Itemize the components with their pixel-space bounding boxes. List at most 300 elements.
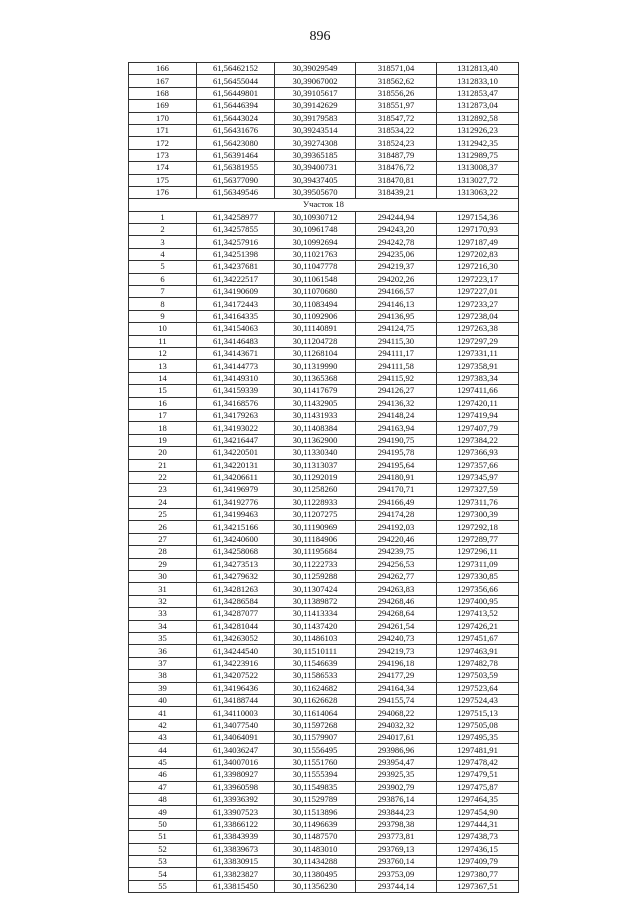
y-coordinate-cell: 1297233,27 bbox=[437, 298, 519, 310]
point-number-cell: 50 bbox=[129, 818, 197, 830]
y-coordinate-cell: 1312989,75 bbox=[437, 149, 519, 161]
x-coordinate-cell: 293744,14 bbox=[356, 880, 437, 892]
longitude-cell: 30,11437420 bbox=[275, 620, 356, 632]
point-number-cell: 47 bbox=[129, 781, 197, 793]
y-coordinate-cell: 1297311,76 bbox=[437, 496, 519, 508]
point-number-cell: 42 bbox=[129, 719, 197, 731]
latitude-cell: 61,34196436 bbox=[197, 682, 275, 694]
longitude-cell: 30,11021763 bbox=[275, 248, 356, 260]
x-coordinate-cell: 294190,75 bbox=[356, 434, 437, 446]
longitude-cell: 30,11579907 bbox=[275, 732, 356, 744]
y-coordinate-cell: 1297357,66 bbox=[437, 459, 519, 471]
point-number-cell: 14 bbox=[129, 372, 197, 384]
table-body-previous-section bbox=[129, 63, 519, 199]
table-row bbox=[129, 546, 519, 558]
x-coordinate-cell: 294164,34 bbox=[356, 682, 437, 694]
table-row bbox=[129, 273, 519, 285]
latitude-cell: 61,34222517 bbox=[197, 273, 275, 285]
latitude-cell: 61,34199463 bbox=[197, 509, 275, 521]
page-number: 896 bbox=[309, 29, 331, 44]
table-row bbox=[129, 162, 519, 174]
latitude-cell: 61,33823827 bbox=[197, 868, 275, 880]
longitude-cell: 30,10992694 bbox=[275, 236, 356, 248]
table-row bbox=[129, 186, 519, 198]
latitude-cell: 61,34144773 bbox=[197, 360, 275, 372]
table-row bbox=[129, 360, 519, 372]
longitude-cell: 30,39505670 bbox=[275, 186, 356, 198]
table-row bbox=[129, 732, 519, 744]
table-row bbox=[129, 756, 519, 768]
latitude-cell: 61,56377090 bbox=[197, 174, 275, 186]
x-coordinate-cell: 294202,26 bbox=[356, 273, 437, 285]
y-coordinate-cell: 1297400,95 bbox=[437, 595, 519, 607]
x-coordinate-cell: 294196,18 bbox=[356, 657, 437, 669]
y-coordinate-cell: 1297407,79 bbox=[437, 422, 519, 434]
x-coordinate-cell: 294155,74 bbox=[356, 694, 437, 706]
point-number-cell: 52 bbox=[129, 843, 197, 855]
longitude-cell: 30,10961748 bbox=[275, 224, 356, 236]
x-coordinate-cell: 318470,81 bbox=[356, 174, 437, 186]
point-number-cell: 48 bbox=[129, 794, 197, 806]
longitude-cell: 30,11061548 bbox=[275, 273, 356, 285]
longitude-cell: 30,11551760 bbox=[275, 756, 356, 768]
longitude-cell: 30,11483010 bbox=[275, 843, 356, 855]
table-row bbox=[129, 447, 519, 459]
point-number-cell: 172 bbox=[129, 137, 197, 149]
x-coordinate-cell: 294068,22 bbox=[356, 707, 437, 719]
longitude-cell: 30,11434288 bbox=[275, 856, 356, 868]
latitude-cell: 61,34286584 bbox=[197, 595, 275, 607]
point-number-cell: 166 bbox=[129, 63, 197, 75]
y-coordinate-cell: 1297413,52 bbox=[437, 608, 519, 620]
point-number-cell: 18 bbox=[129, 422, 197, 434]
latitude-cell: 61,56462152 bbox=[197, 63, 275, 75]
point-number-cell: 8 bbox=[129, 298, 197, 310]
table-row bbox=[129, 583, 519, 595]
longitude-cell: 30,11432905 bbox=[275, 397, 356, 409]
y-coordinate-cell: 1297330,85 bbox=[437, 571, 519, 583]
x-coordinate-cell: 294148,24 bbox=[356, 409, 437, 421]
x-coordinate-cell: 294242,78 bbox=[356, 236, 437, 248]
table-row bbox=[129, 719, 519, 731]
longitude-cell: 30,11413334 bbox=[275, 608, 356, 620]
y-coordinate-cell: 1297411,66 bbox=[437, 385, 519, 397]
table-row bbox=[129, 794, 519, 806]
longitude-cell: 30,11513896 bbox=[275, 806, 356, 818]
point-number-cell: 30 bbox=[129, 571, 197, 583]
table-row bbox=[129, 880, 519, 892]
y-coordinate-cell: 1297523,64 bbox=[437, 682, 519, 694]
y-coordinate-cell: 1297380,77 bbox=[437, 868, 519, 880]
longitude-cell: 30,11195684 bbox=[275, 546, 356, 558]
table-row bbox=[129, 694, 519, 706]
latitude-cell: 61,33960598 bbox=[197, 781, 275, 793]
longitude-cell: 30,11546639 bbox=[275, 657, 356, 669]
longitude-cell: 30,11487570 bbox=[275, 831, 356, 843]
latitude-cell: 61,34273513 bbox=[197, 558, 275, 570]
table-row bbox=[129, 744, 519, 756]
y-coordinate-cell: 1297479,51 bbox=[437, 769, 519, 781]
y-coordinate-cell: 1297463,91 bbox=[437, 645, 519, 657]
y-coordinate-cell: 1297444,31 bbox=[437, 818, 519, 830]
y-coordinate-cell: 1297383,34 bbox=[437, 372, 519, 384]
x-coordinate-cell: 293902,79 bbox=[356, 781, 437, 793]
point-number-cell: 21 bbox=[129, 459, 197, 471]
x-coordinate-cell: 294166,57 bbox=[356, 286, 437, 298]
y-coordinate-cell: 1297223,17 bbox=[437, 273, 519, 285]
point-number-cell: 17 bbox=[129, 409, 197, 421]
x-coordinate-cell: 294239,75 bbox=[356, 546, 437, 558]
x-coordinate-cell: 294017,61 bbox=[356, 732, 437, 744]
latitude-cell: 61,56423080 bbox=[197, 137, 275, 149]
x-coordinate-cell: 294136,32 bbox=[356, 397, 437, 409]
latitude-cell: 61,34188744 bbox=[197, 694, 275, 706]
y-coordinate-cell: 1312853,47 bbox=[437, 87, 519, 99]
y-coordinate-cell: 1297478,42 bbox=[437, 756, 519, 768]
longitude-cell: 30,11268104 bbox=[275, 347, 356, 359]
longitude-cell: 30,11083494 bbox=[275, 298, 356, 310]
x-coordinate-cell: 294261,54 bbox=[356, 620, 437, 632]
longitude-cell: 30,11389872 bbox=[275, 595, 356, 607]
x-coordinate-cell: 293876,14 bbox=[356, 794, 437, 806]
point-number-cell: 25 bbox=[129, 509, 197, 521]
latitude-cell: 61,34036247 bbox=[197, 744, 275, 756]
point-number-cell: 22 bbox=[129, 471, 197, 483]
latitude-cell: 61,34220501 bbox=[197, 447, 275, 459]
longitude-cell: 30,11319990 bbox=[275, 360, 356, 372]
y-coordinate-cell: 1297300,39 bbox=[437, 509, 519, 521]
table-row bbox=[129, 347, 519, 359]
longitude-cell: 30,11228933 bbox=[275, 496, 356, 508]
longitude-cell: 30,39105617 bbox=[275, 87, 356, 99]
y-coordinate-cell: 1312873,04 bbox=[437, 100, 519, 112]
latitude-cell: 61,56431676 bbox=[197, 124, 275, 136]
x-coordinate-cell: 293925,35 bbox=[356, 769, 437, 781]
x-coordinate-cell: 293798,38 bbox=[356, 818, 437, 830]
point-number-cell: 55 bbox=[129, 880, 197, 892]
longitude-cell: 30,11624682 bbox=[275, 682, 356, 694]
y-coordinate-cell: 1297515,13 bbox=[437, 707, 519, 719]
point-number-cell: 11 bbox=[129, 335, 197, 347]
y-coordinate-cell: 1297436,15 bbox=[437, 843, 519, 855]
table-row bbox=[129, 124, 519, 136]
point-number-cell: 4 bbox=[129, 248, 197, 260]
table-row bbox=[129, 434, 519, 446]
x-coordinate-cell: 318487,79 bbox=[356, 149, 437, 161]
latitude-cell: 61,34257855 bbox=[197, 224, 275, 236]
table-row bbox=[129, 645, 519, 657]
table-row bbox=[129, 100, 519, 112]
table-row bbox=[129, 831, 519, 843]
x-coordinate-cell: 294163,94 bbox=[356, 422, 437, 434]
table-row bbox=[129, 521, 519, 533]
y-coordinate-cell: 1297419,94 bbox=[437, 409, 519, 421]
latitude-cell: 61,34257916 bbox=[197, 236, 275, 248]
x-coordinate-cell: 294256,53 bbox=[356, 558, 437, 570]
latitude-cell: 61,33815450 bbox=[197, 880, 275, 892]
latitude-cell: 61,56443024 bbox=[197, 112, 275, 124]
longitude-cell: 30,11292019 bbox=[275, 471, 356, 483]
x-coordinate-cell: 294115,92 bbox=[356, 372, 437, 384]
table-row bbox=[129, 323, 519, 335]
latitude-cell: 61,34287077 bbox=[197, 608, 275, 620]
latitude-cell: 61,34172443 bbox=[197, 298, 275, 310]
latitude-cell: 61,34223916 bbox=[197, 657, 275, 669]
table-row bbox=[129, 533, 519, 545]
latitude-cell: 61,34179263 bbox=[197, 409, 275, 421]
x-coordinate-cell: 318551,97 bbox=[356, 100, 437, 112]
longitude-cell: 30,11555394 bbox=[275, 769, 356, 781]
table-row bbox=[129, 75, 519, 87]
y-coordinate-cell: 1297481,91 bbox=[437, 744, 519, 756]
y-coordinate-cell: 1297384,22 bbox=[437, 434, 519, 446]
table-row bbox=[129, 261, 519, 273]
y-coordinate-cell: 1297216,30 bbox=[437, 261, 519, 273]
x-coordinate-cell: 293753,09 bbox=[356, 868, 437, 880]
latitude-cell: 61,34164335 bbox=[197, 310, 275, 322]
x-coordinate-cell: 294126,27 bbox=[356, 385, 437, 397]
y-coordinate-cell: 1297426,21 bbox=[437, 620, 519, 632]
table-body-section-18 bbox=[129, 211, 519, 892]
point-number-cell: 43 bbox=[129, 732, 197, 744]
latitude-cell: 61,34244540 bbox=[197, 645, 275, 657]
latitude-cell: 61,34193022 bbox=[197, 422, 275, 434]
latitude-cell: 61,34281263 bbox=[197, 583, 275, 595]
point-number-cell: 175 bbox=[129, 174, 197, 186]
x-coordinate-cell: 294244,94 bbox=[356, 211, 437, 223]
table-row bbox=[129, 632, 519, 644]
x-coordinate-cell: 294240,73 bbox=[356, 632, 437, 644]
latitude-cell: 61,34190609 bbox=[197, 286, 275, 298]
longitude-cell: 30,39400731 bbox=[275, 162, 356, 174]
x-coordinate-cell: 294195,64 bbox=[356, 459, 437, 471]
table-row bbox=[129, 298, 519, 310]
longitude-cell: 30,39243514 bbox=[275, 124, 356, 136]
point-number-cell: 174 bbox=[129, 162, 197, 174]
y-coordinate-cell: 1297238,04 bbox=[437, 310, 519, 322]
point-number-cell: 168 bbox=[129, 87, 197, 99]
latitude-cell: 61,34258977 bbox=[197, 211, 275, 223]
longitude-cell: 30,39274308 bbox=[275, 137, 356, 149]
table-row bbox=[129, 335, 519, 347]
table-row bbox=[129, 608, 519, 620]
point-number-cell: 37 bbox=[129, 657, 197, 669]
x-coordinate-cell: 294192,03 bbox=[356, 521, 437, 533]
y-coordinate-cell: 1297327,59 bbox=[437, 484, 519, 496]
y-coordinate-cell: 1297482,78 bbox=[437, 657, 519, 669]
table-row bbox=[129, 595, 519, 607]
latitude-cell: 61,56446394 bbox=[197, 100, 275, 112]
y-coordinate-cell: 1297451,67 bbox=[437, 632, 519, 644]
x-coordinate-cell: 293773,81 bbox=[356, 831, 437, 843]
longitude-cell: 30,11313037 bbox=[275, 459, 356, 471]
longitude-cell: 30,11184906 bbox=[275, 533, 356, 545]
latitude-cell: 61,34263052 bbox=[197, 632, 275, 644]
x-coordinate-cell: 294263,83 bbox=[356, 583, 437, 595]
y-coordinate-cell: 1297495,35 bbox=[437, 732, 519, 744]
longitude-cell: 30,11556495 bbox=[275, 744, 356, 756]
longitude-cell: 30,11626628 bbox=[275, 694, 356, 706]
point-number-cell: 9 bbox=[129, 310, 197, 322]
longitude-cell: 30,11070680 bbox=[275, 286, 356, 298]
latitude-cell: 61,34007016 bbox=[197, 756, 275, 768]
y-coordinate-cell: 1297356,66 bbox=[437, 583, 519, 595]
x-coordinate-cell: 294180,91 bbox=[356, 471, 437, 483]
longitude-cell: 30,11431933 bbox=[275, 409, 356, 421]
latitude-cell: 61,34196979 bbox=[197, 484, 275, 496]
point-number-cell: 176 bbox=[129, 186, 197, 198]
latitude-cell: 61,34110003 bbox=[197, 707, 275, 719]
latitude-cell: 61,34143671 bbox=[197, 347, 275, 359]
point-number-cell: 33 bbox=[129, 608, 197, 620]
table-row bbox=[129, 224, 519, 236]
longitude-cell: 30,39365185 bbox=[275, 149, 356, 161]
point-number-cell: 16 bbox=[129, 397, 197, 409]
point-number-cell: 167 bbox=[129, 75, 197, 87]
point-number-cell: 28 bbox=[129, 546, 197, 558]
table-row bbox=[129, 843, 519, 855]
latitude-cell: 61,56391464 bbox=[197, 149, 275, 161]
longitude-cell: 30,39029549 bbox=[275, 63, 356, 75]
longitude-cell: 30,11614064 bbox=[275, 707, 356, 719]
longitude-cell: 30,39437405 bbox=[275, 174, 356, 186]
longitude-cell: 30,11365368 bbox=[275, 372, 356, 384]
table-row bbox=[129, 781, 519, 793]
y-coordinate-cell: 1312892,58 bbox=[437, 112, 519, 124]
longitude-cell: 30,11529789 bbox=[275, 794, 356, 806]
x-coordinate-cell: 294146,13 bbox=[356, 298, 437, 310]
x-coordinate-cell: 293844,23 bbox=[356, 806, 437, 818]
point-number-cell: 51 bbox=[129, 831, 197, 843]
point-number-cell: 1 bbox=[129, 211, 197, 223]
table-row bbox=[129, 471, 519, 483]
longitude-cell: 30,11307424 bbox=[275, 583, 356, 595]
table-row bbox=[129, 385, 519, 397]
longitude-cell: 30,11362900 bbox=[275, 434, 356, 446]
y-coordinate-cell: 1297503,59 bbox=[437, 670, 519, 682]
longitude-cell: 30,39067002 bbox=[275, 75, 356, 87]
latitude-cell: 61,34149310 bbox=[197, 372, 275, 384]
table-row bbox=[129, 484, 519, 496]
latitude-cell: 61,33866122 bbox=[197, 818, 275, 830]
point-number-cell: 26 bbox=[129, 521, 197, 533]
y-coordinate-cell: 1297475,87 bbox=[437, 781, 519, 793]
x-coordinate-cell: 293986,96 bbox=[356, 744, 437, 756]
y-coordinate-cell: 1313008,37 bbox=[437, 162, 519, 174]
point-number-cell: 32 bbox=[129, 595, 197, 607]
x-coordinate-cell: 294115,30 bbox=[356, 335, 437, 347]
table-row bbox=[129, 409, 519, 421]
longitude-cell: 30,39179583 bbox=[275, 112, 356, 124]
y-coordinate-cell: 1297367,51 bbox=[437, 880, 519, 892]
point-number-cell: 5 bbox=[129, 261, 197, 273]
point-number-cell: 24 bbox=[129, 496, 197, 508]
y-coordinate-cell: 1297154,36 bbox=[437, 211, 519, 223]
section-title: Участок 18 bbox=[129, 199, 519, 211]
point-number-cell: 39 bbox=[129, 682, 197, 694]
x-coordinate-cell: 294243,20 bbox=[356, 224, 437, 236]
section-header bbox=[129, 199, 519, 211]
point-number-cell: 169 bbox=[129, 100, 197, 112]
y-coordinate-cell: 1297358,91 bbox=[437, 360, 519, 372]
x-coordinate-cell: 294124,75 bbox=[356, 323, 437, 335]
point-number-cell: 54 bbox=[129, 868, 197, 880]
table-row bbox=[129, 818, 519, 830]
point-number-cell: 29 bbox=[129, 558, 197, 570]
y-coordinate-cell: 1297227,01 bbox=[437, 286, 519, 298]
table-row bbox=[129, 856, 519, 868]
longitude-cell: 30,11258260 bbox=[275, 484, 356, 496]
x-coordinate-cell: 318556,26 bbox=[356, 87, 437, 99]
x-coordinate-cell: 294174,28 bbox=[356, 509, 437, 521]
latitude-cell: 61,34077540 bbox=[197, 719, 275, 731]
point-number-cell: 2 bbox=[129, 224, 197, 236]
longitude-cell: 30,11549835 bbox=[275, 781, 356, 793]
table-row bbox=[129, 63, 519, 75]
longitude-cell: 30,11380495 bbox=[275, 868, 356, 880]
x-coordinate-cell: 294136,95 bbox=[356, 310, 437, 322]
table-row bbox=[129, 571, 519, 583]
y-coordinate-cell: 1297170,93 bbox=[437, 224, 519, 236]
x-coordinate-cell: 294219,73 bbox=[356, 645, 437, 657]
point-number-cell: 12 bbox=[129, 347, 197, 359]
latitude-cell: 61,56455044 bbox=[197, 75, 275, 87]
table-row bbox=[129, 868, 519, 880]
point-number-cell: 19 bbox=[129, 434, 197, 446]
latitude-cell: 61,33843939 bbox=[197, 831, 275, 843]
point-number-cell: 34 bbox=[129, 620, 197, 632]
point-number-cell: 173 bbox=[129, 149, 197, 161]
latitude-cell: 61,34251398 bbox=[197, 248, 275, 260]
point-number-cell: 38 bbox=[129, 670, 197, 682]
longitude-cell: 30,11047778 bbox=[275, 261, 356, 273]
table-row bbox=[129, 509, 519, 521]
table-row bbox=[129, 558, 519, 570]
latitude-cell: 61,56349546 bbox=[197, 186, 275, 198]
y-coordinate-cell: 1297524,43 bbox=[437, 694, 519, 706]
point-number-cell: 13 bbox=[129, 360, 197, 372]
latitude-cell: 61,33839673 bbox=[197, 843, 275, 855]
latitude-cell: 61,34216447 bbox=[197, 434, 275, 446]
longitude-cell: 30,11330340 bbox=[275, 447, 356, 459]
table-row bbox=[129, 769, 519, 781]
latitude-cell: 61,34206611 bbox=[197, 471, 275, 483]
y-coordinate-cell: 1313027,72 bbox=[437, 174, 519, 186]
x-coordinate-cell: 318547,72 bbox=[356, 112, 437, 124]
x-coordinate-cell: 294219,37 bbox=[356, 261, 437, 273]
x-coordinate-cell: 294170,71 bbox=[356, 484, 437, 496]
point-number-cell: 170 bbox=[129, 112, 197, 124]
x-coordinate-cell: 318439,21 bbox=[356, 186, 437, 198]
point-number-cell: 7 bbox=[129, 286, 197, 298]
x-coordinate-cell: 293769,13 bbox=[356, 843, 437, 855]
y-coordinate-cell: 1297187,49 bbox=[437, 236, 519, 248]
latitude-cell: 61,34192776 bbox=[197, 496, 275, 508]
longitude-cell: 30,11259288 bbox=[275, 571, 356, 583]
longitude-cell: 30,10930712 bbox=[275, 211, 356, 223]
point-number-cell: 46 bbox=[129, 769, 197, 781]
x-coordinate-cell: 294177,29 bbox=[356, 670, 437, 682]
longitude-cell: 30,39142629 bbox=[275, 100, 356, 112]
x-coordinate-cell: 294268,46 bbox=[356, 595, 437, 607]
y-coordinate-cell: 1297296,11 bbox=[437, 546, 519, 558]
point-number-cell: 36 bbox=[129, 645, 197, 657]
y-coordinate-cell: 1297420,11 bbox=[437, 397, 519, 409]
y-coordinate-cell: 1297289,77 bbox=[437, 533, 519, 545]
latitude-cell: 61,56381955 bbox=[197, 162, 275, 174]
table-row bbox=[129, 310, 519, 322]
latitude-cell: 61,34258068 bbox=[197, 546, 275, 558]
